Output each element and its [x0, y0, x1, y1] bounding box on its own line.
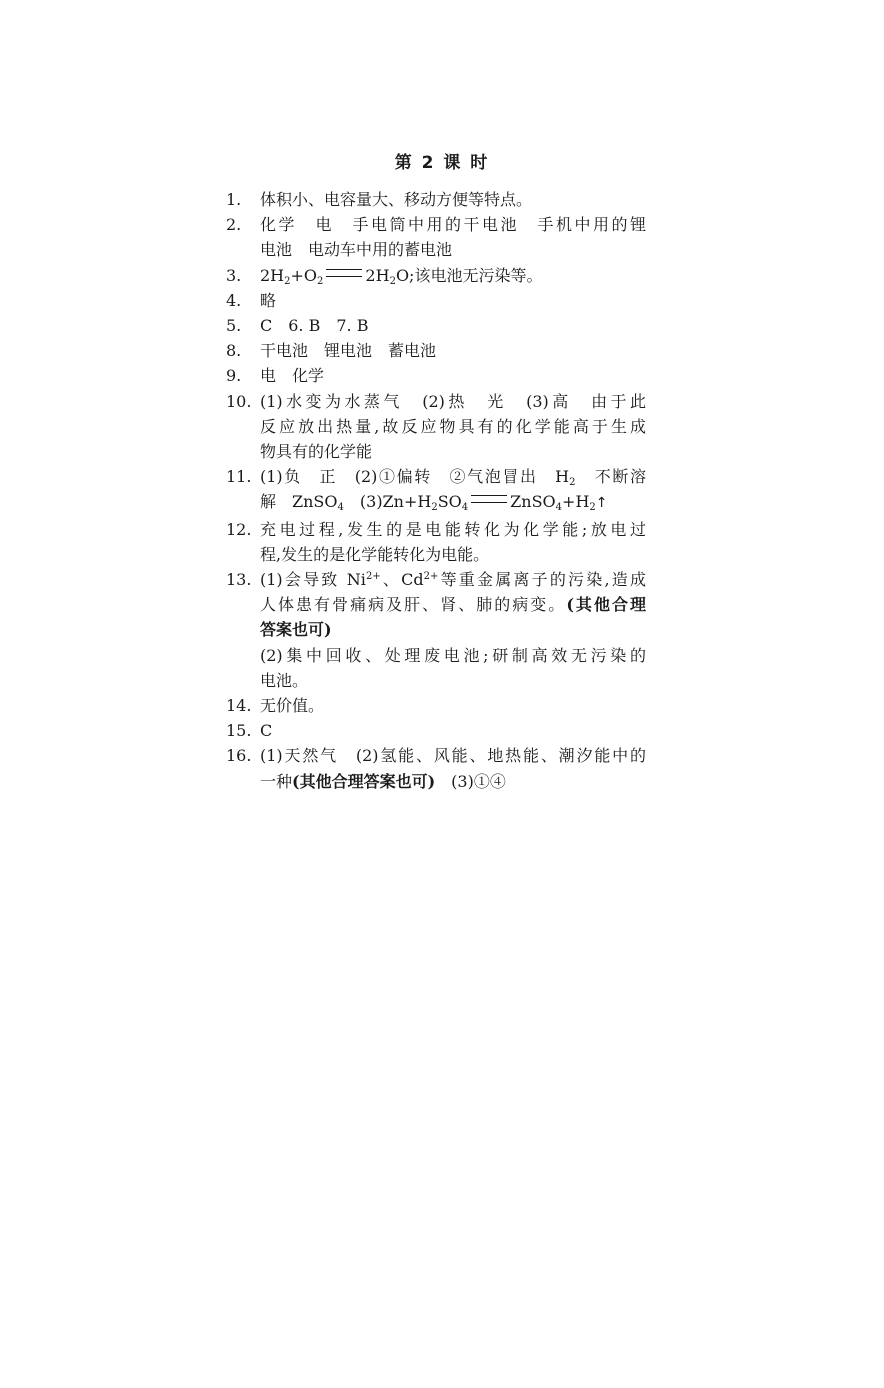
answer-item-14 — [226, 693, 646, 718]
answer-item-8 — [226, 338, 646, 363]
answer-text-line-1: 化学 电 手电筒中用的干电池 手机中用的锂 — [260, 215, 646, 235]
answer-text: 电 化学 — [260, 366, 325, 386]
eq-term: 2H — [365, 265, 390, 285]
answer-item-4 — [226, 288, 646, 313]
subscript: 4 — [461, 502, 469, 514]
answer-text: 略 — [260, 290, 277, 310]
answer-item-12 — [226, 517, 646, 567]
eq-term: +O — [290, 265, 318, 285]
item-number: 12. — [226, 519, 252, 539]
text-run: (1)会导致 Ni — [260, 570, 366, 590]
answer-text-line-2: 电池 电动车中用的蓄电池 — [260, 240, 453, 260]
answer-item-5 — [226, 313, 646, 338]
answer-item-15 — [226, 718, 646, 743]
text-run: ZnSO — [510, 492, 556, 512]
answer-text-line-2 — [260, 769, 646, 794]
text-run-bold: (其他合理答案也可) — [292, 771, 436, 791]
answer-text-line-2: 反应放出热量,故反应物具有的化学能高于生成 — [260, 416, 646, 436]
chemical-equation — [260, 263, 646, 288]
answer-item-16 — [226, 743, 646, 793]
equals-sign — [471, 495, 507, 503]
answer-text-line-1: (1)水变为水蒸气 (2)热 光 (3)高 由于此 — [260, 391, 646, 411]
item-number: 16. — [226, 746, 252, 766]
item-number: 5. — [226, 316, 242, 336]
answer-list — [226, 187, 646, 794]
text-run: (3)Zn+H — [343, 492, 432, 512]
answer-text-line-1 — [260, 567, 646, 592]
item-number: 9. — [226, 366, 242, 386]
answer-text-line-3: 答案也可) — [260, 620, 332, 640]
answer-text-line-1 — [260, 464, 646, 489]
text-run: +H — [562, 492, 590, 512]
eq-subscript: 2 — [284, 275, 291, 287]
text-run: 、Cd — [380, 570, 424, 590]
subscript: 4 — [337, 502, 344, 514]
superscript: 2+ — [423, 571, 439, 583]
answer-item-9 — [226, 363, 646, 388]
superscript: 2+ — [365, 571, 381, 583]
text-run: 解 ZnSO — [260, 492, 338, 512]
answer-text-line-5: 电池。 — [260, 670, 309, 690]
subscript: 2 — [589, 502, 596, 514]
item-number: 11. — [226, 467, 252, 487]
answer-item-10 — [226, 389, 646, 465]
answer-text: C — [260, 721, 273, 741]
equals-sign — [326, 269, 362, 277]
text-run: 人体患有骨痛病及肝、肾、肺的病变。 — [260, 595, 567, 615]
answer-item-1 — [226, 187, 646, 212]
item-number: 4. — [226, 290, 242, 310]
answer-item-11 — [226, 464, 646, 516]
answer-text-line-1: (1)天然气 (2)氢能、风能、地热能、潮汐能中的 — [260, 746, 646, 766]
item-number: 15. — [226, 721, 252, 741]
answer-text-line-4: (2)集中回收、处理废电池;研制高效无污染的 — [260, 645, 646, 665]
item-number: 3. — [226, 265, 242, 285]
answer-text-line-2: 程,发生的是化学能转化为电能。 — [260, 544, 490, 564]
answer-text-line-2 — [260, 489, 646, 516]
answer-text: 干电池 锂电池 蓄电池 — [260, 341, 437, 361]
item-number: 2. — [226, 215, 242, 235]
answer-text-line-2 — [260, 592, 646, 617]
answer-item-13 — [226, 567, 646, 693]
subscript: 4 — [555, 502, 563, 514]
item-number: 1. — [226, 190, 242, 209]
answer-item-3 — [226, 263, 646, 288]
item-number: 14. — [226, 696, 252, 716]
answer-text-line-3: 物具有的化学能 — [260, 442, 373, 462]
gas-arrow-icon: ↑ — [595, 495, 608, 512]
item-number: 13. — [226, 570, 252, 590]
answer-text: 体积小、电容量大、移动方便等特点。 — [260, 190, 533, 209]
text-run: 一种 — [260, 771, 293, 791]
item-number: 10. — [226, 391, 252, 411]
page-title: 第 2 课 时 — [394, 153, 490, 173]
eq-subscript: 2 — [317, 275, 324, 287]
text-run: SO — [437, 492, 462, 512]
text-run: (1)负 正 (2)①偏转 ②气泡冒出 H — [260, 467, 570, 487]
subscript: 2 — [569, 477, 576, 489]
eq-subscript: 2 — [389, 275, 396, 287]
answer-text: C 6. B 7. B — [260, 316, 369, 336]
text-run: (3)①④ — [435, 771, 506, 791]
text-run: 等重金属离子的污染,造成 — [438, 570, 646, 590]
eq-term: 2H — [260, 265, 285, 285]
answer-text: 无价值。 — [260, 696, 325, 716]
text-run-bold: (其他合理 — [566, 595, 646, 615]
item-number: 8. — [226, 341, 242, 361]
answer-item-2 — [226, 212, 646, 262]
subscript: 2 — [431, 502, 438, 514]
eq-term: O;该电池无污染等。 — [395, 265, 543, 285]
answer-text-line-1: 充电过程,发生的是电能转化为化学能;放电过 — [260, 519, 646, 539]
text-run: 不断溶 — [575, 467, 646, 487]
